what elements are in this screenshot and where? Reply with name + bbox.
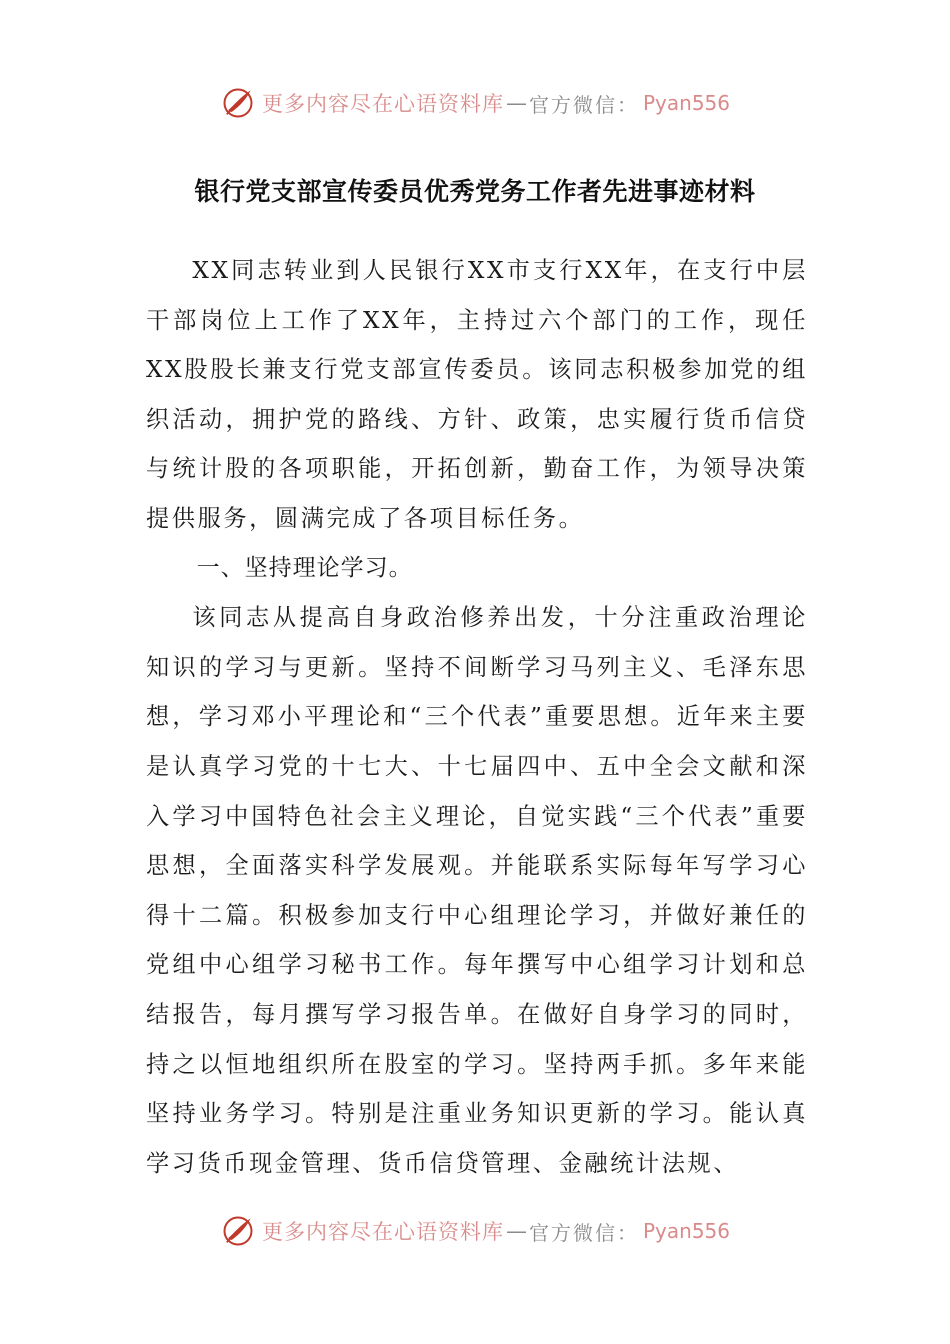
header-banner: [0, 80, 950, 126]
intro-paragraph: XX同志转业到人民银行XX市支行XX年，在支行中层干部岗位上工作了XX年，主持过六个部门的工作，现任XX股股长兼支行党支部宣传委员。该同志积极参加党的组织活动，拥护党的路线、方针、政策，忠实履行货币信贷与统计股的各项职能，开拓创新，勤奋工作，为领导决策提供服务，圆满完成了各项目标任务。: [146, 257, 808, 532]
header-slogan: 更多内容尽在心语资料库: [261, 92, 504, 116]
section-heading: 一、坚持理论学习。: [196, 554, 413, 581]
footer-banner: [0, 1208, 950, 1254]
footer-dash: —: [505, 1219, 527, 1243]
header-official-label: 官方微信：: [528, 92, 639, 117]
footer-slogan: 更多内容尽在心语资料库: [261, 1220, 504, 1244]
document-body: [146, 246, 808, 1188]
quill-pen-seal-icon: [220, 1213, 256, 1249]
header-account: Pyan556: [642, 91, 730, 115]
quill-pen-seal-icon: [220, 85, 256, 121]
footer-official-label: 官方微信：: [528, 1220, 639, 1245]
header-dash: —: [505, 91, 527, 115]
section-paragraph: 该同志从提高自身政治修养出发，十分注重政治理论知识的学习与更新。坚持不间断学习马列主义、毛泽东思想，学习邓小平理论和“三个代表”重要思想。近年来主要是认真学习党的十七大、十七届四中、五中全会文献和深入学习中国特色社会主义理论，自觉实践“三个代表”重要思想，全面落实科学发展观。并能联系实际每年写学习心得十二篇。积极参加支行中心组理论学习，并做好兼任的党组中心组学习秘书工作。每年撰写中心组学习计划和总结报告，每月撰写学习报告单。在做好自身学习的同时，持之以恒地组织所在股室的学习。坚持两手抓。多年来能坚持业务学习。特别是注重业务知识更新的学习。能认真学习货币现金管理、货币信贷管理、金融统计法规、: [146, 604, 808, 1177]
footer-account: Pyan556: [642, 1219, 730, 1243]
document-title: 银行党支部宣传委员优秀党务工作者先进事迹材料: [194, 177, 756, 206]
